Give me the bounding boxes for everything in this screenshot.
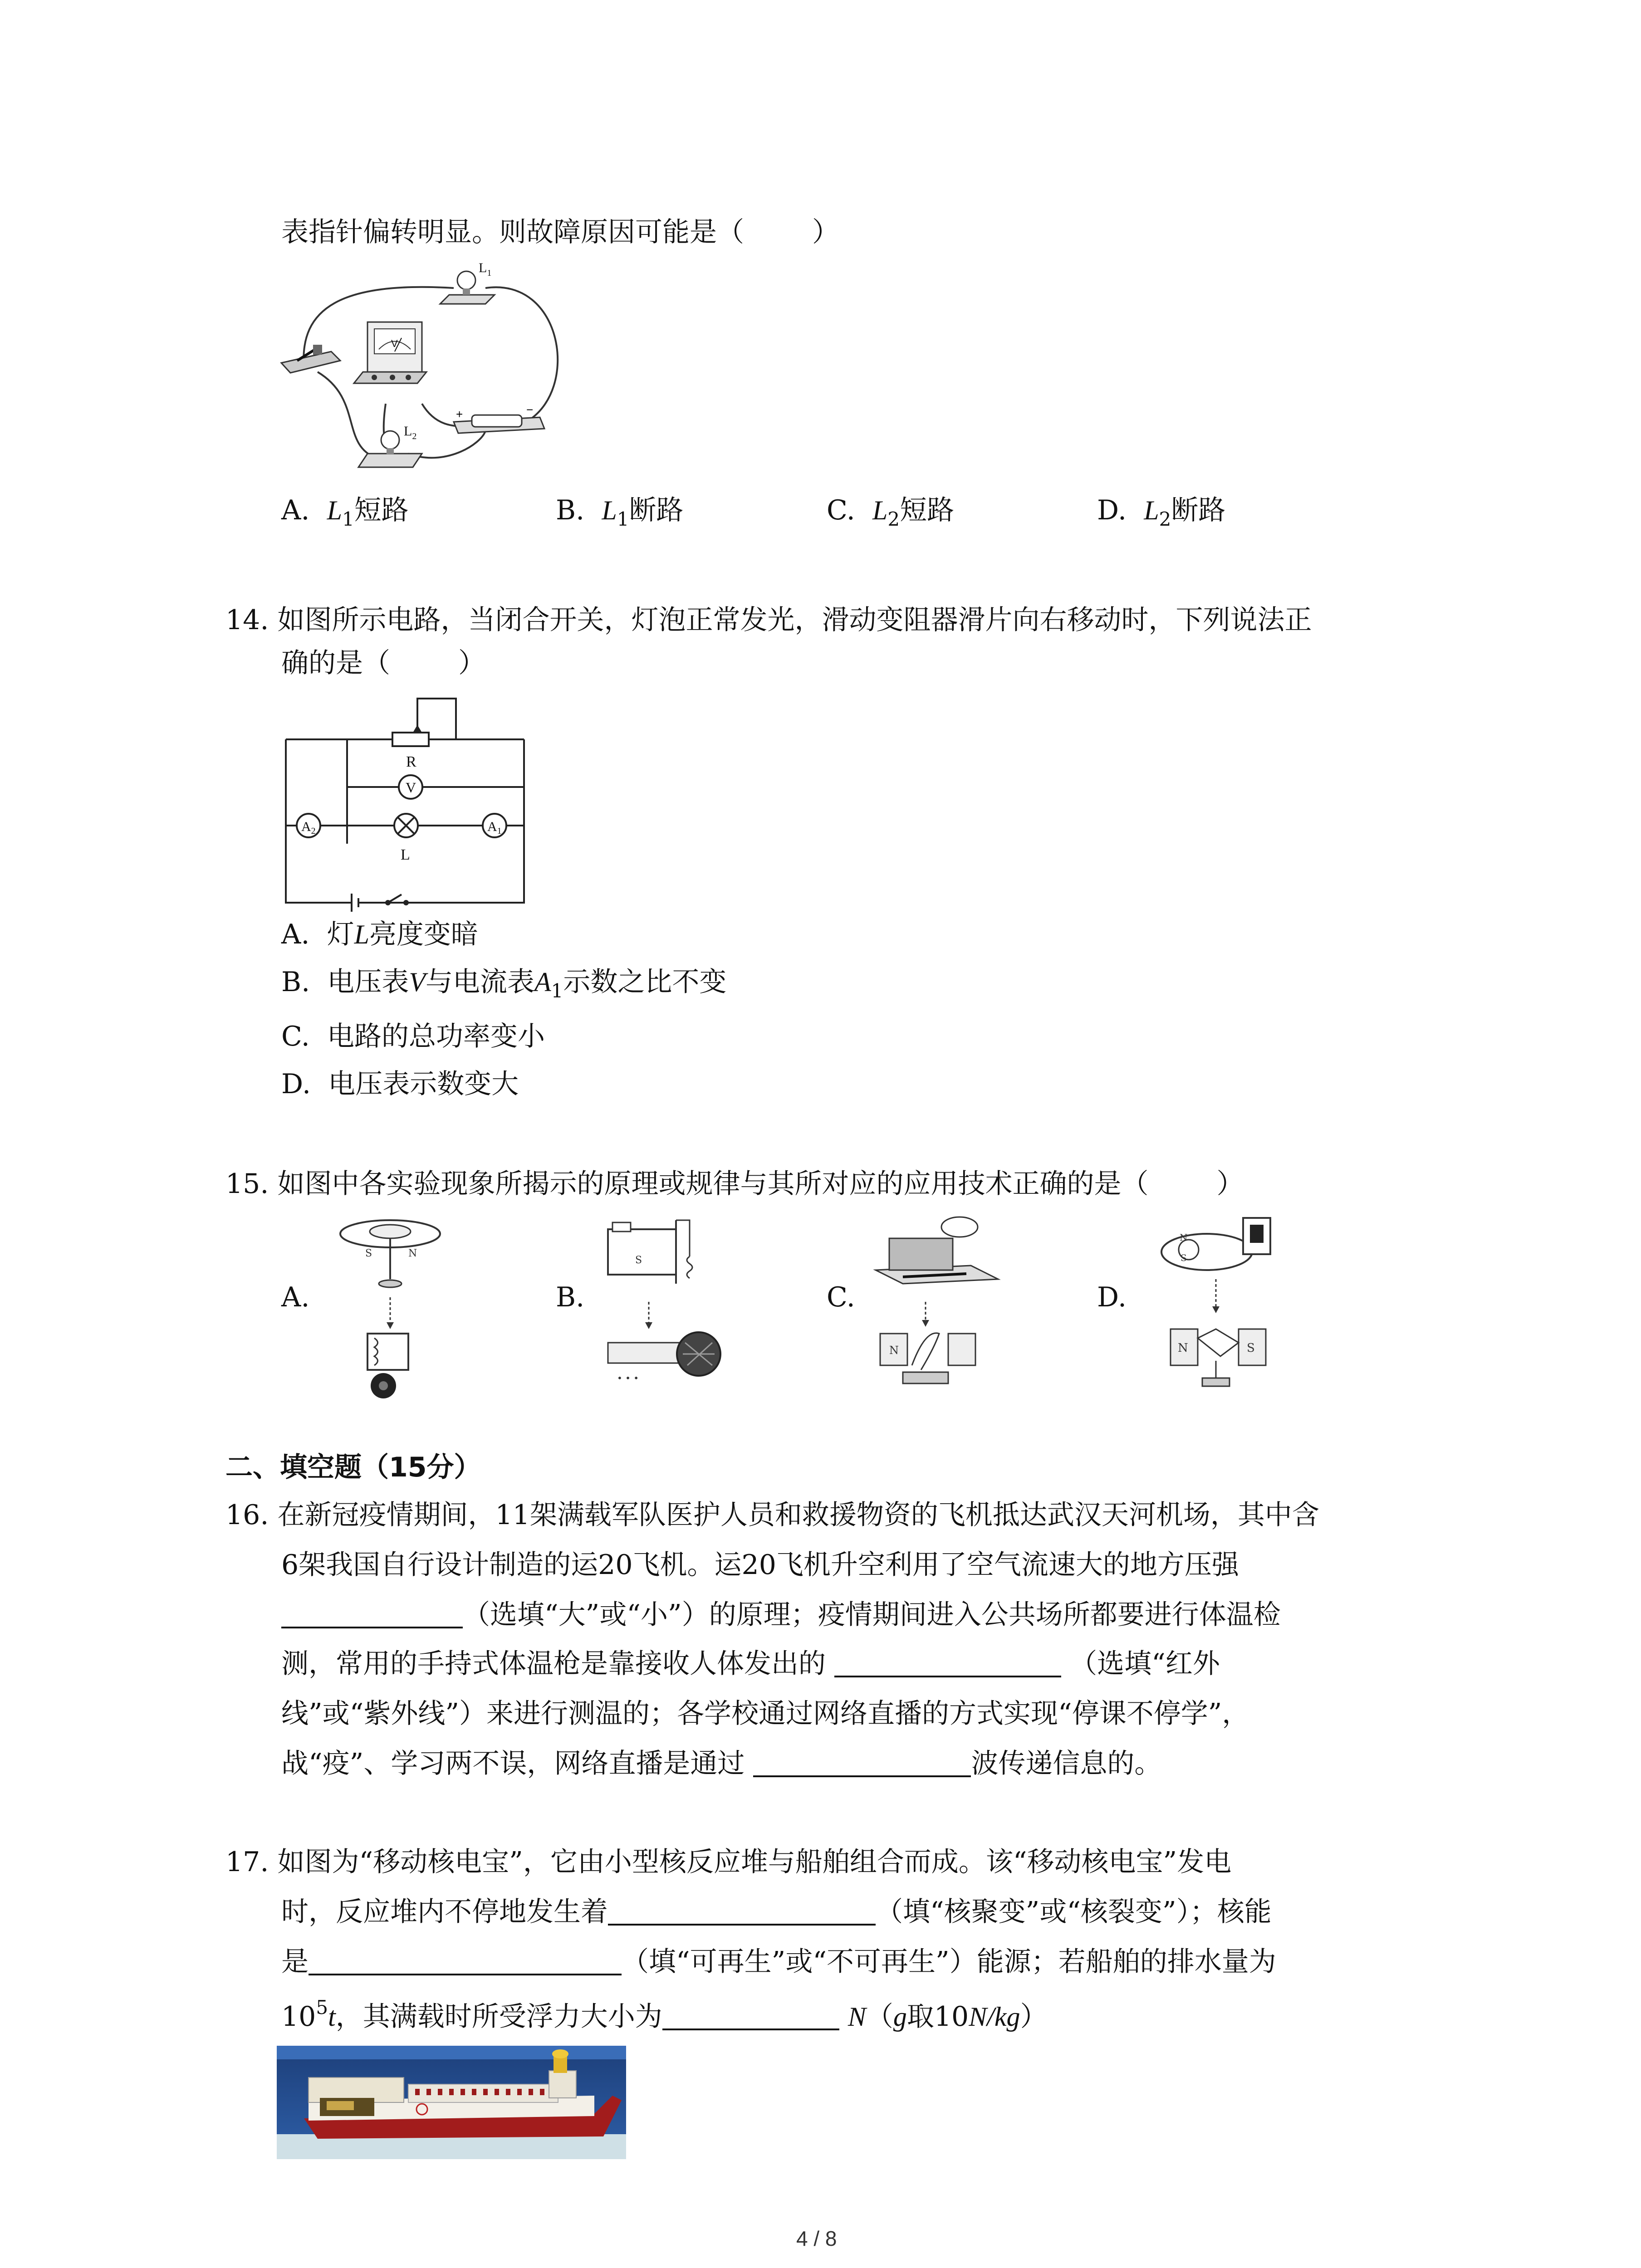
q17-blank-1[interactable] — [608, 1900, 876, 1926]
q14-stem-line1: 14. 如图所示电路，当闭合开关，灯泡正常发光，滑动变阻器滑片向右移动时，下列说法正 — [225, 604, 1312, 636]
q14-circuit-figure — [272, 689, 554, 912]
q15-stem: 15. 如图中各实验现象所揭示的原理或规律与其所对应的应用技术正确的是（ ） — [225, 1168, 1244, 1200]
q15-option-b-label[interactable]: B. — [556, 1281, 585, 1313]
lamp-l2 — [358, 424, 422, 467]
svg-text:+: + — [456, 407, 463, 421]
q13-option-d[interactable]: D. $L_2$断路 — [1097, 494, 1226, 530]
q17-line2: 时，反应堆内不停地发生着 （填“核聚变”或“核裂变”）；核能 — [281, 1896, 1272, 1928]
svg-text:R: R — [406, 753, 416, 770]
q14-option-c[interactable]: C. 电路的总功率变小 — [281, 1021, 545, 1052]
svg-text:N: N — [408, 1248, 417, 1259]
voltmeter — [354, 322, 426, 383]
q16-blank-1[interactable] — [281, 1603, 463, 1628]
switch — [281, 345, 340, 373]
q17-line4: $10^5t$，其满载时所受浮力大小为 N（g取10N/kg） — [281, 1996, 1048, 2033]
svg-text:V: V — [391, 338, 398, 349]
q15-figure-b — [594, 1211, 730, 1393]
svg-text:N: N — [1180, 1232, 1188, 1243]
q15-option-a-label[interactable]: A. — [281, 1281, 310, 1313]
q14-option-d[interactable]: D. 电压表示数变大 — [281, 1068, 519, 1100]
svg-text:L1: $L_1$ — [479, 260, 492, 278]
q15-figure-d — [1148, 1211, 1293, 1393]
q13-option-c[interactable]: C. $L_2$短路 — [827, 494, 955, 530]
svg-text:• • •: • • • — [617, 1373, 639, 1383]
svg-text:A2: $A_2$ — [301, 819, 316, 836]
q13-option-b[interactable]: B. $L_1$断路 — [556, 494, 684, 530]
q15-figure-a — [331, 1211, 445, 1402]
q16-line3: （选填“大”或“小”）的原理；疫情期间进入公共场所都要进行体温检 — [281, 1601, 1281, 1628]
q15-figure-c — [862, 1211, 1012, 1393]
q13-option-a[interactable]: A. $L_1$短路 — [281, 494, 409, 530]
svg-text:S: S — [1247, 1341, 1255, 1355]
lamp-l — [394, 814, 418, 837]
lamp-l1 — [440, 260, 495, 304]
q17-ship-photo — [277, 2046, 626, 2159]
q14-stem-line2: 确的是（ ） — [281, 647, 485, 679]
q15-option-d-label[interactable]: D. — [1097, 1281, 1127, 1313]
q16-line6: 战“疫”、学习两不误，网络直播是通过 波传递信息的。 — [281, 1748, 1162, 1779]
q14-option-a[interactable]: A. 灯L亮度变暗 — [281, 919, 478, 950]
battery — [454, 403, 544, 433]
q17-blank-3[interactable] — [662, 2005, 839, 2030]
q14-option-b[interactable]: B. 电压表V与电流表$A_1$示数之比不变 — [281, 966, 727, 1002]
q13-stem-tail: 表指针偏转明显。则故障原因可能是（ ） — [281, 216, 839, 248]
svg-text:S: S — [365, 1248, 372, 1259]
q16-line5: 线”或“紫外线”）来进行测温的；各学校通过网络直播的方式实现“停课不停学”， — [281, 1698, 1249, 1730]
q13-circuit-figure — [272, 254, 599, 490]
q16-line2: 6架我国自行设计制造的运20飞机。运20飞机升空利用了空气流速大的地方压强 — [281, 1549, 1239, 1581]
svg-text:−: − — [526, 403, 534, 416]
q17-blank-2[interactable] — [309, 1950, 622, 1975]
q17-line1: 17. 如图为“移动核电宝”，它由小型核反应堆与船舶组合而成。该“移动核电宝”发电 — [225, 1846, 1232, 1878]
section-2-title: 二、填空题（15分） — [225, 1452, 481, 1483]
resistor-r — [392, 733, 429, 746]
svg-text:L: L — [401, 846, 410, 863]
svg-text:A1: $A_1$ — [487, 819, 502, 836]
q17-line3: 是 （填“可再生”或“不可再生”）能源；若船舶的排水量为 — [281, 1946, 1276, 1978]
svg-text:V: V — [406, 779, 416, 796]
svg-text:S: S — [635, 1255, 642, 1266]
svg-text:N: N — [889, 1344, 899, 1357]
page-number: 4 / 8 — [796, 2227, 837, 2250]
q16-line1: 16. 在新冠疫情期间，11架满载军队医护人员和救援物资的飞机抵达武汉天河机场，其中含 — [225, 1499, 1319, 1531]
q15-option-c-label[interactable]: C. — [827, 1281, 855, 1313]
q16-line4: 测，常用的手持式体温枪是靠接收人体发出的 （选填“红外 — [281, 1648, 1220, 1680]
svg-text:L2: $L_2$ — [404, 424, 417, 441]
q16-blank-2[interactable] — [834, 1652, 1061, 1677]
svg-text:S: S — [1181, 1252, 1187, 1263]
svg-text:N: N — [1178, 1341, 1188, 1355]
q16-blank-3[interactable] — [753, 1752, 971, 1777]
